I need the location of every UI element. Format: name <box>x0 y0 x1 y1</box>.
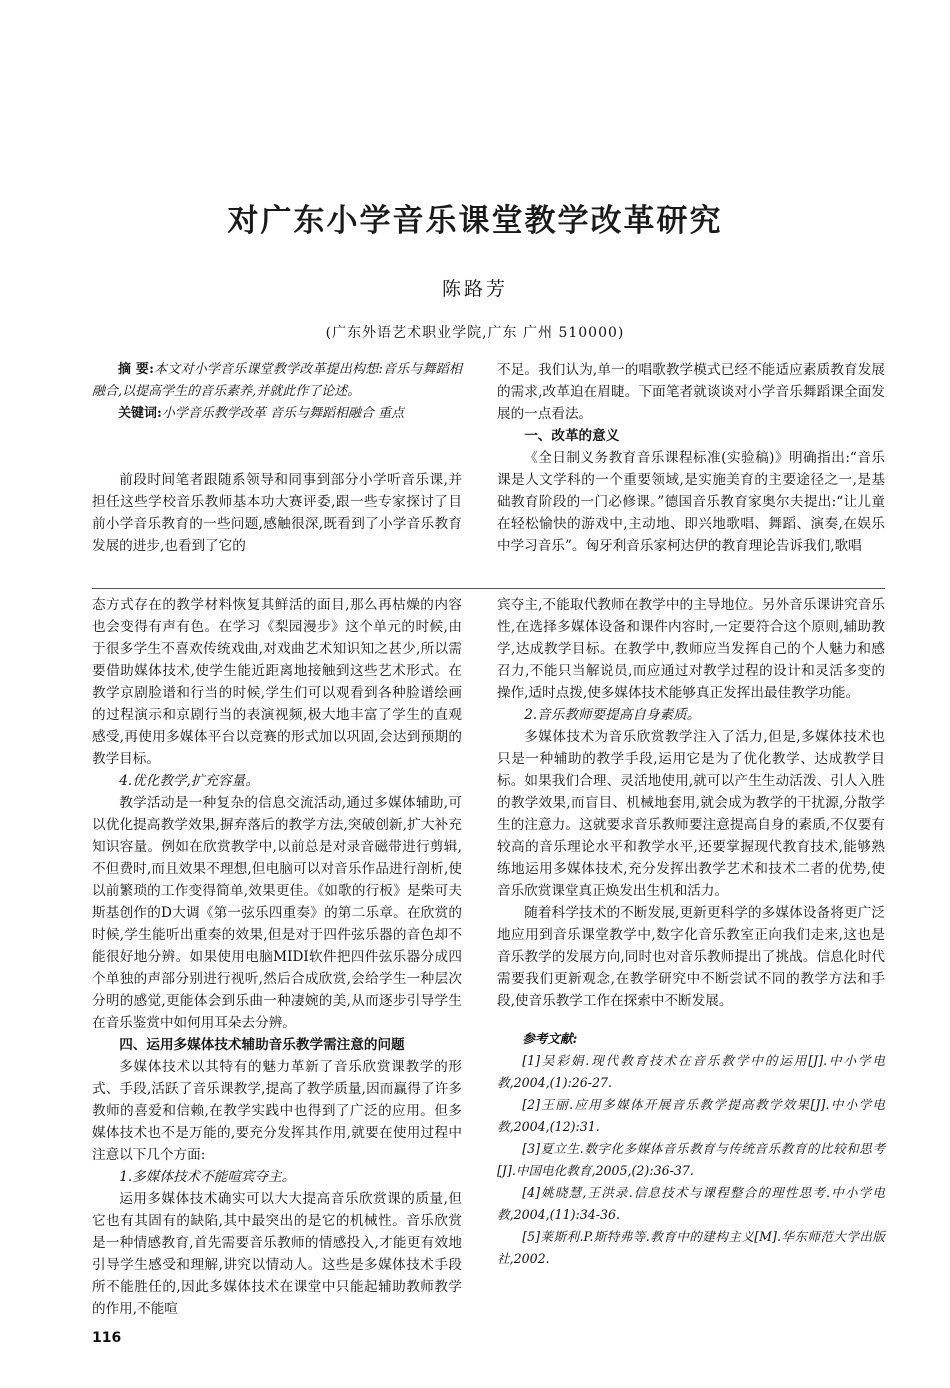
abstract <box>92 359 462 403</box>
left-column-top <box>92 359 462 557</box>
keywords <box>92 403 462 425</box>
subheading: 2.音乐教师要提高自身素质。 <box>524 707 701 723</box>
keywords-label: 关键词: <box>118 406 162 421</box>
right-column-top <box>497 359 885 557</box>
subheading: 1.多媒体技术不能喧宾夺主。 <box>119 1169 296 1185</box>
paragraph: 教学活动是一种复杂的信息交流活动,通过多媒体辅助,可以优化提高教学效果,摒弃落后的教学方法,突破创新,扩大补充知识容量。例如在欣赏教学中,以前总是对录音磁带进行剪辑,不但费时,而且效果不理想,但电脑可以对音乐作品进行剖析,使以前繁琐的工作变得简单,效果更佳。《如歌的行板》是柴可夫斯基创作的D大调《第一弦乐四重奏》的第二乐章。在欣赏的时候,学生能听出重奏的效果,但是对于四件弦乐器的音色却不能很好地分辨。如果使用电脑MIDI软件把四件弦乐器分成四个单独的声部分别进行视听,然后合成欣赏,会给学生一种层次分明的感觉,更能体会到乐曲一种凄婉的美,从而逐步引导学生在音乐鉴赏中如何用耳朵去分辨。 <box>92 795 462 1031</box>
reference-item: [3]夏立生.数字化多媒体音乐教育与传统音乐教育的比较和思考[J].中国电化教育,2005,(2):36-37. <box>497 1141 885 1178</box>
intro-paragraph: 前段时间笔者跟随系领导和同事到部分小学听音乐课,并担任这些学校音乐教师基本功大赛评委,跟一些专家探讨了目前小学音乐教育的一些问题,感触很深,既看到了小学音乐教育发展的进步,也看到了它的 <box>92 472 462 554</box>
abstract-label: 摘 要: <box>118 362 154 377</box>
article-title: 对广东小学音乐课堂教学改革研究 <box>227 203 723 239</box>
references <box>497 1028 885 1270</box>
page-number: 116 <box>92 1330 122 1346</box>
reference-item: [4]姚晓慧,王洪录.信息技术与课程整合的理性思考.中小学电教,2004,(11):34-36. <box>497 1185 885 1222</box>
paragraph: 不足。我们认为,单一的唱歌教学模式已经不能适应素质教育发展的需求,改革迫在眉睫。下面笔者就谈谈对小学音乐舞蹈课全面发展的一点看法。 <box>497 362 885 422</box>
references-heading: 参考文献: <box>522 1031 578 1046</box>
reference-item: [2]王丽.应用多媒体开展音乐教学提高教学效果[J].中小学电教,2004,(12):31. <box>497 1097 885 1134</box>
paragraph: 态方式存在的教学材料恢复其鲜活的面目,那么再枯燥的内容也会变得有声有色。在学习《梨园漫步》这个单元的时候,由于很多学生不喜欢传统戏曲,对戏曲艺术知识知之甚少,所以需要借助媒体技术,使学生能近距离地接触到这些艺术形式。在教学京剧脸谱和行当的时候,学生们可以观看到各种脸谱绘画的过程演示和京剧行当的表演视频,极大地丰富了学生的直观感受,再使用多媒体平台以竞赛的形式加以巩固,会达到预期的教学目标。 <box>92 597 462 767</box>
paragraph: 《全日制义务教育音乐课程标准(实验稿)》明确指出:“音乐课是人文学科的一个重要领域,是实施美育的主要途径之一,是基础教育阶段的一门必修课。”德国音乐教育家奥尔夫提出:“让儿童在轻松愉快的游戏中,主动地、即兴地歌唱、舞蹈、演奏,在娱乐中学习音乐”。匈牙利音乐家柯达伊的教育理论告诉我们,歌唱 <box>497 450 885 554</box>
reference-item: [5]莱斯利.P.斯特弗等.教育中的建构主义[M].华东师范大学出版社,2002. <box>497 1229 885 1266</box>
section-heading: 四、运用多媒体技术辅助音乐教学需注意的问题 <box>119 1037 405 1053</box>
section-heading: 一、改革的意义 <box>524 428 620 444</box>
paragraph: 多媒体技术为音乐欣赏教学注入了活力,但是,多媒体技术也只是一种辅助的教学手段,运用它是为了优化教学、达成教学目标。如果我们合理、灵活地使用,就可以产生生动活泼、引人入胜的教学效果,而盲目、机械地套用,就会成为教学的干扰源,分散学生的注意力。这就要求音乐教师要注意提高自身的素质,不仅要有较高的音乐理论水平和教学水平,还要掌握现代教育技术,能够熟练地运用多媒体技术,充分发挥出教学艺术和技术二者的优势,使音乐欣赏课堂真正焕发出生机和活力。 <box>497 729 885 899</box>
author-affiliation: (广东外语艺术职业学院,广东 广州 510000) <box>325 325 625 341</box>
section-divider <box>92 588 885 589</box>
paragraph: 运用多媒体技术确实可以大大提高音乐欣赏课的质量,但它也有其固有的缺陷,其中最突出的是它的机械性。音乐欣赏是一种情感教育,首先需要音乐教师的情感投入,才能更有效地引导学生感受和理解,讲究以情动人。这些是多媒体技术手段所不能胜任的,因此多媒体技术在课堂中只能起辅助教师教学的作用,不能喧 <box>92 1191 462 1317</box>
paragraph: 宾夺主,不能取代教师在教学中的主导地位。另外音乐课讲究音乐性,在选择多媒体设备和课件内容时,一定要符合这个原则,辅助教学,达成教学目标。在教学中,教师应当发挥自己的个人魅力和感召力,不能只当解说员,而应通过对教学过程的设计和灵活多变的操作,适时点拨,使多媒体技术能够真正发挥出最佳教学功能。 <box>497 597 885 701</box>
reference-item: [1]吴彩娟.现代教育技术在音乐教学中的运用[J].中小学电教,2004,(1):26-27. <box>497 1053 885 1090</box>
right-column-bottom <box>497 594 885 1270</box>
paragraph: 随着科学技术的不断发展,更新更科学的多媒体设备将更广泛地应用到音乐课堂教学中,数字化音乐教室正向我们走来,这也是音乐教学的发展方向,同时也对音乐教师提出了挑战。信息化时代需要我们更新观念,在教学研究中不断尝试不同的教学方法和手段,使音乐教学工作在探索中不断发展。 <box>497 905 885 1009</box>
paragraph: 多媒体技术以其特有的魅力革新了音乐欣赏课教学的形式、手段,活跃了音乐课教学,提高了教学质量,因而赢得了许多教师的喜爱和信赖,在教学实践中也得到了广泛的应用。但多媒体技术也不是万能的,要充分发挥其作用,就要在使用过程中注意以下几个方面: <box>92 1059 462 1163</box>
subheading: 4.优化教学,扩充容量。 <box>119 773 259 789</box>
keywords-text: 小学音乐教学改革 音乐与舞蹈相融合 重点 <box>161 406 405 421</box>
abstract-text: 本文对小学音乐课堂教学改革提出构想:音乐与舞蹈相融合,以提高学生的音乐素养,并就此作了论述。 <box>92 362 462 399</box>
author-name: 陈路芳 <box>441 278 508 300</box>
left-column-bottom <box>92 594 462 1320</box>
